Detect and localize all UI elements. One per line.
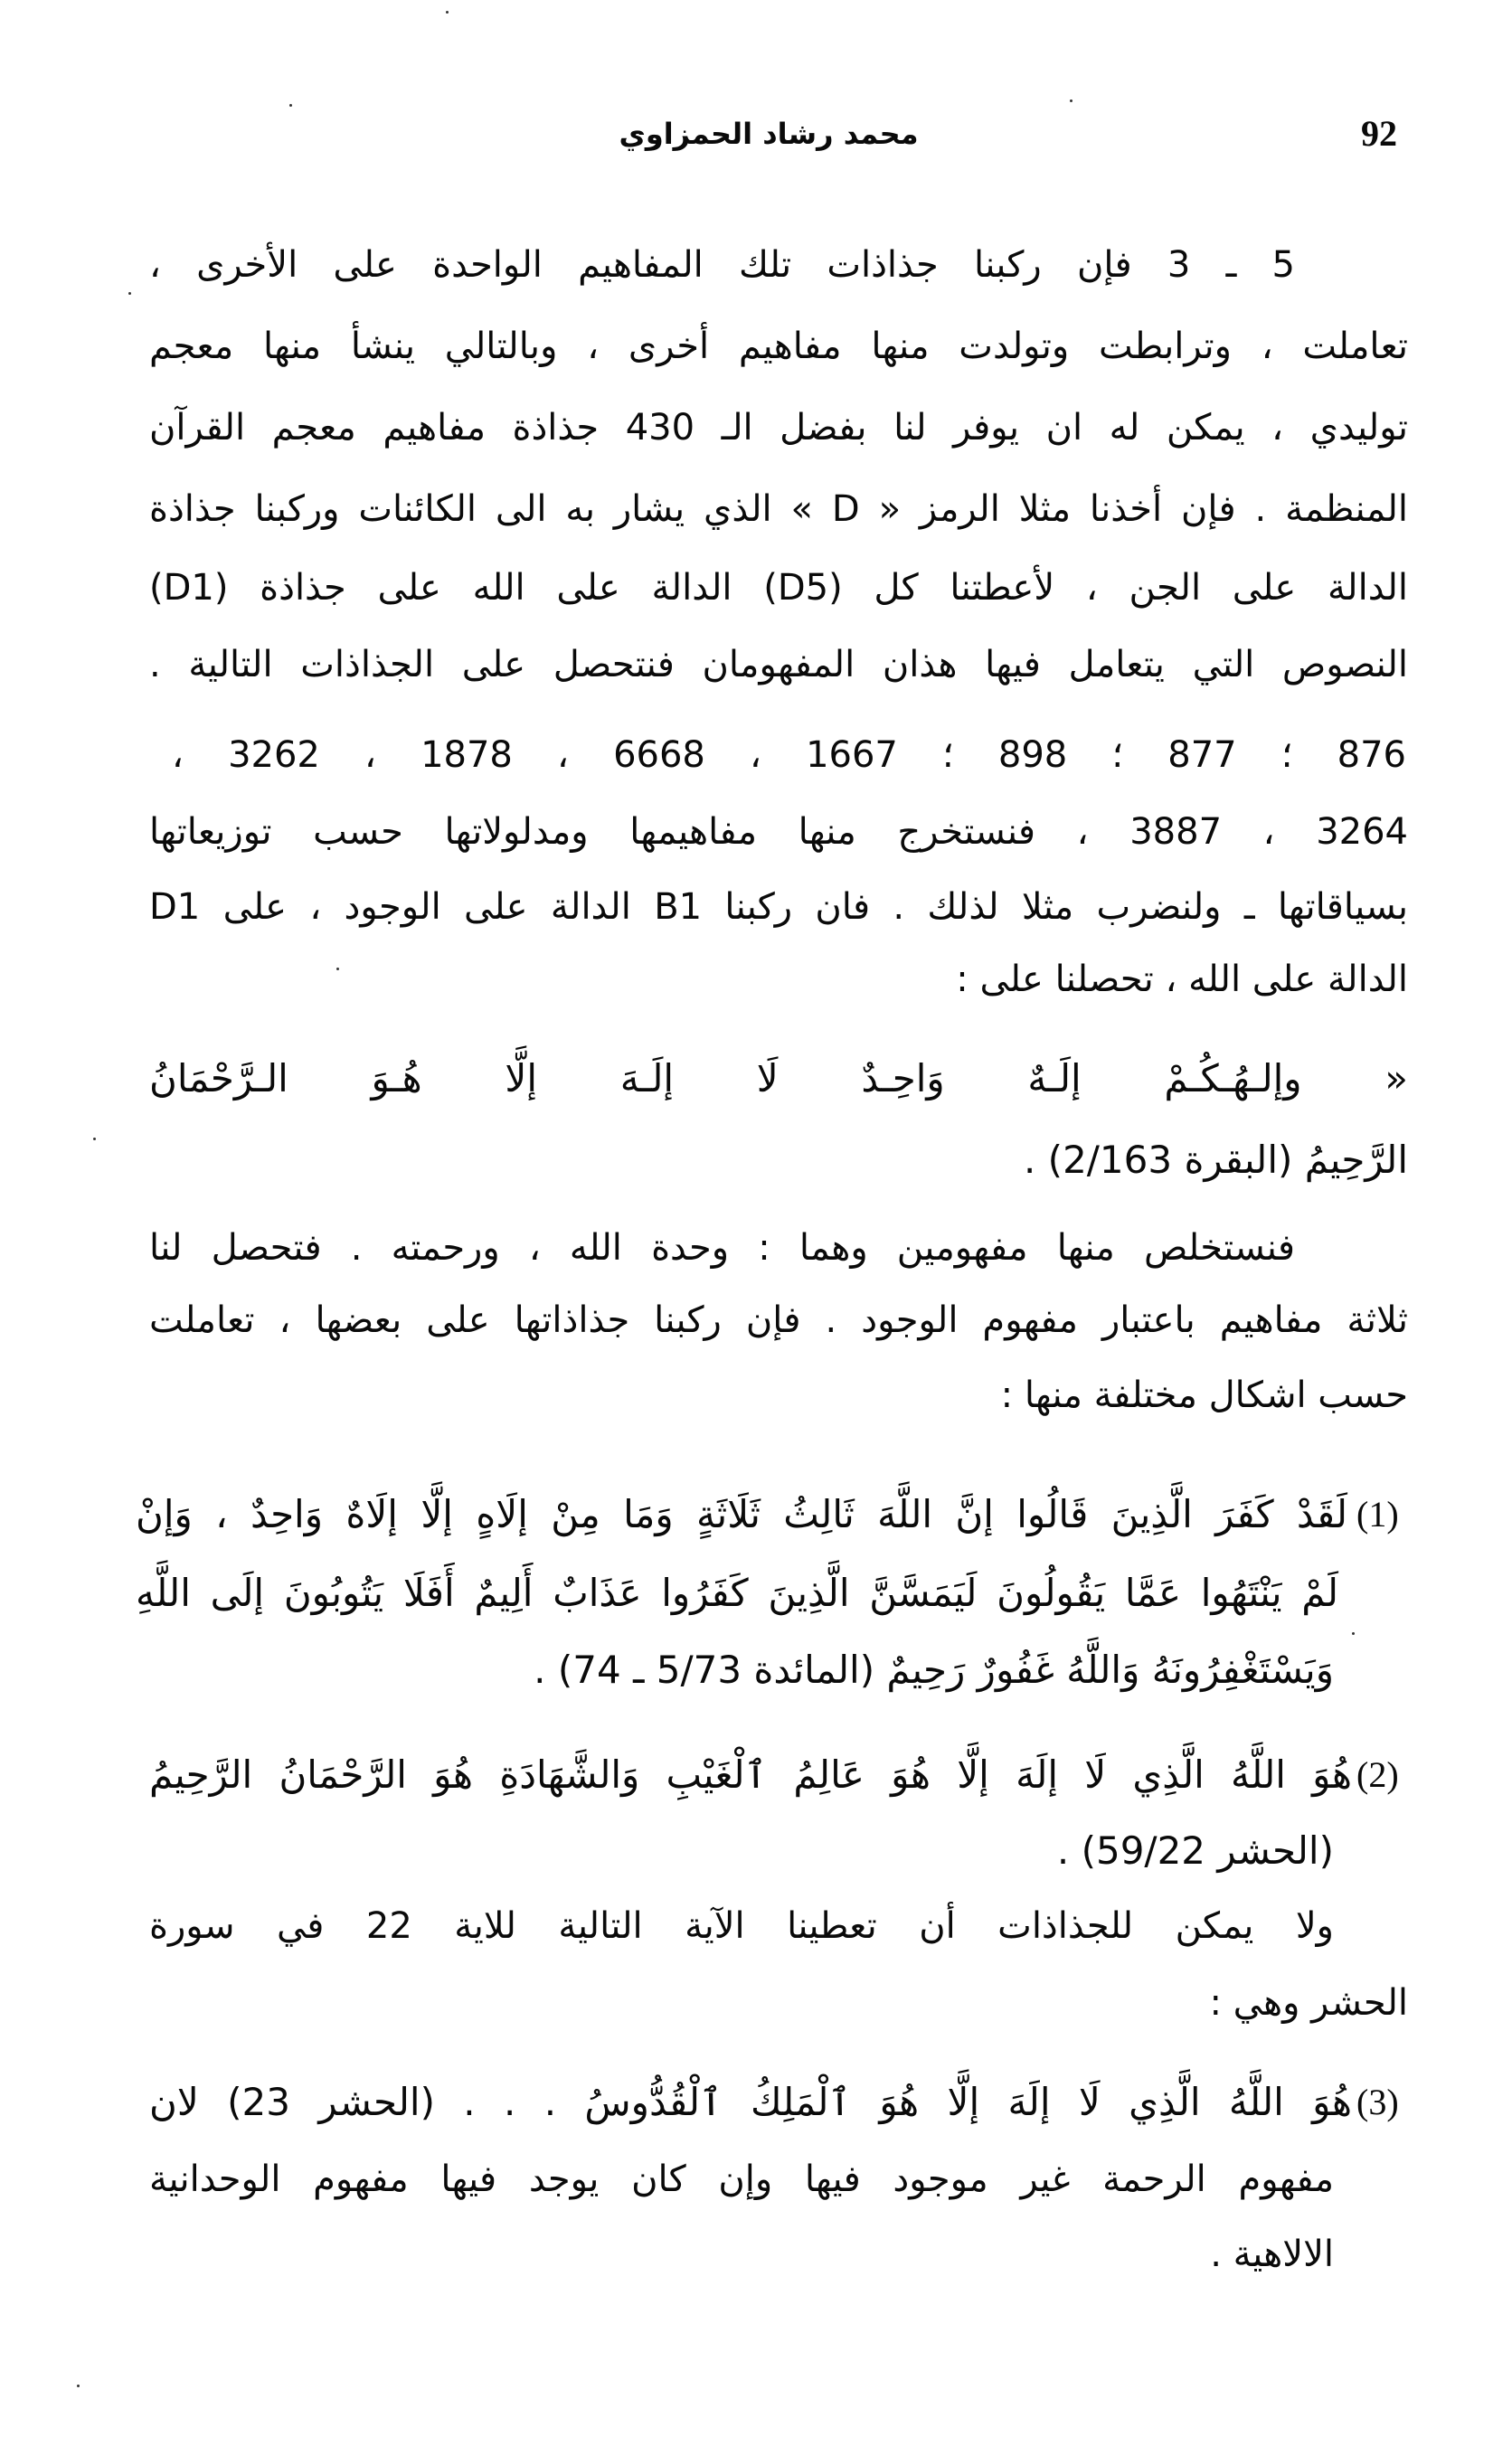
list-item-number: (1) bbox=[1356, 1494, 1399, 1535]
scan-speck bbox=[289, 104, 292, 107]
verse-line: هُوَ اللَّهُ الَّذِي لَا إلَهَ إلَّا هُوَ ٱلْمَلِكُ ٱلْقُدُّوسُ . . . (الحشر 23) لان bbox=[149, 2080, 1352, 2124]
verse-line: « وإلـهُـكُـمْ إلَـهٌ وَاحِـدٌ لَا إلَـهَ إلَّا هُـوَ الـرَّحْمَانُ bbox=[149, 1056, 1408, 1100]
text-line: ثلاثة مفاهيم باعتبار مفهوم الوجود . فإن ركبنا جذاذاتها على بعضها ، تعاملت bbox=[149, 1299, 1408, 1341]
text-line: توليدي ، يمكن له ان يوفر لنا بفضل الـ 430 جذاذة مفاهيم معجم القرآن bbox=[149, 407, 1409, 449]
verse-line: الرَّحِيمُ (البقرة 2/163) . bbox=[1023, 1138, 1408, 1182]
card-numbers-line: 876 ؛ 877 ؛ 898 ؛ 1667 ، 6668 ، 1878 ، 3262 ، bbox=[172, 734, 1406, 776]
list-item-number: (2) bbox=[1356, 1754, 1399, 1795]
text-line: فنستخلص منها مفهومين وهما : وحدة الله ، ورحمته . فتحصل لنا bbox=[149, 1227, 1295, 1269]
scan-speck bbox=[1352, 1632, 1355, 1635]
scan-speck bbox=[446, 11, 449, 14]
text-line: المنظمة . فإن أخذنا مثلا الرمز « D » الذي يشار به الى الكائنات وركبنا جذاذة bbox=[149, 488, 1408, 530]
page-header bbox=[0, 107, 1512, 161]
text-line: الدالة على الله ، تحصلنا على : bbox=[956, 959, 1408, 1000]
text-line: 3264 ، 3887 ، فنستخرج منها مفاهيمها ومدلولاتها حسب توزيعاتها bbox=[149, 811, 1408, 853]
scan-speck bbox=[128, 292, 131, 295]
text-line: حسب اشكال مختلفة منها : bbox=[1000, 1374, 1408, 1416]
scan-speck bbox=[336, 968, 339, 970]
text-line: بسياقاتها ـ ولنضرب مثلا لذلك . فان ركبنا B1 الدالة على الوجود ، على D1 bbox=[149, 886, 1408, 928]
text-line: ولا يمكن للجذاذات أن تعطينا الآية التالية للاية 22 في سورة bbox=[149, 1905, 1335, 1947]
text-line: مفهوم الرحمة غير موجود فيها وإن كان يوجد فيها مفهوم الوحدانية bbox=[149, 2158, 1334, 2200]
page-number: 92 bbox=[1361, 113, 1397, 154]
text-line: النصوص التي يتعامل فيها هذان المفهومان فنتحصل على الجذاذات التالية . bbox=[149, 644, 1408, 685]
verse-line: (الحشر 59/22) . bbox=[1056, 1828, 1334, 1873]
running-head-author: محمد رشاد الحمزاوي bbox=[619, 117, 919, 151]
scan-speck bbox=[77, 2385, 80, 2387]
text-line: الالاهية . bbox=[1210, 2234, 1334, 2275]
text-line: 5 ـ 3 فإن ركبنا جذاذات تلك المفاهيم الواحدة على الأخرى ، bbox=[149, 244, 1295, 286]
scan-speck bbox=[1070, 99, 1073, 102]
text-line: (D1) الدالة على الله على جذاذة (D5) الدالة على الجن ، لأعطتنا كل bbox=[149, 567, 1408, 609]
verse-line: وَيَسْتَغْفِرُونَهُ وَاللَّهُ غَفُورٌ رَحِيمٌ (المائدة 5/73 ـ 74) . bbox=[534, 1648, 1334, 1692]
list-item-number: (3) bbox=[1356, 2082, 1399, 2122]
verse-line: لَقَدْ كَفَرَ الَّذِينَ قَالُوا إنَّ اللَّهَ ثَالِثُ ثَلَاثَةٍ وَمَا مِنْ إلَاهٍ إلَّا إلَاهٌ وَاحِدٌ ، وَإنْ bbox=[136, 1492, 1347, 1536]
verse-line: لَمْ يَنْتَهُوا عَمَّا يَقُولُونَ لَيَمَسَّنَّ الَّذِينَ كَفَرُوا عَذَابٌ أَلِيمٌ أَفَلَا يَتُوبُونَ إلَى اللَّهِ bbox=[136, 1571, 1338, 1615]
scan-speck bbox=[93, 1138, 96, 1140]
verse-line: هُوَ اللَّهُ الَّذِي لَا إلَهَ إلَّا هُوَ عَالِمُ ٱلْغَيْبِ وَالشَّهَادَةِ هُوَ الرَّحْمَانُ الرَّحِيمُ bbox=[149, 1752, 1352, 1797]
text-line: الحشر وهي : bbox=[1209, 1982, 1408, 2024]
text-line: تعاملت ، وترابطت وتولدت منها مفاهيم أخرى ، وبالتالي ينشأ منها معجم bbox=[149, 326, 1408, 367]
